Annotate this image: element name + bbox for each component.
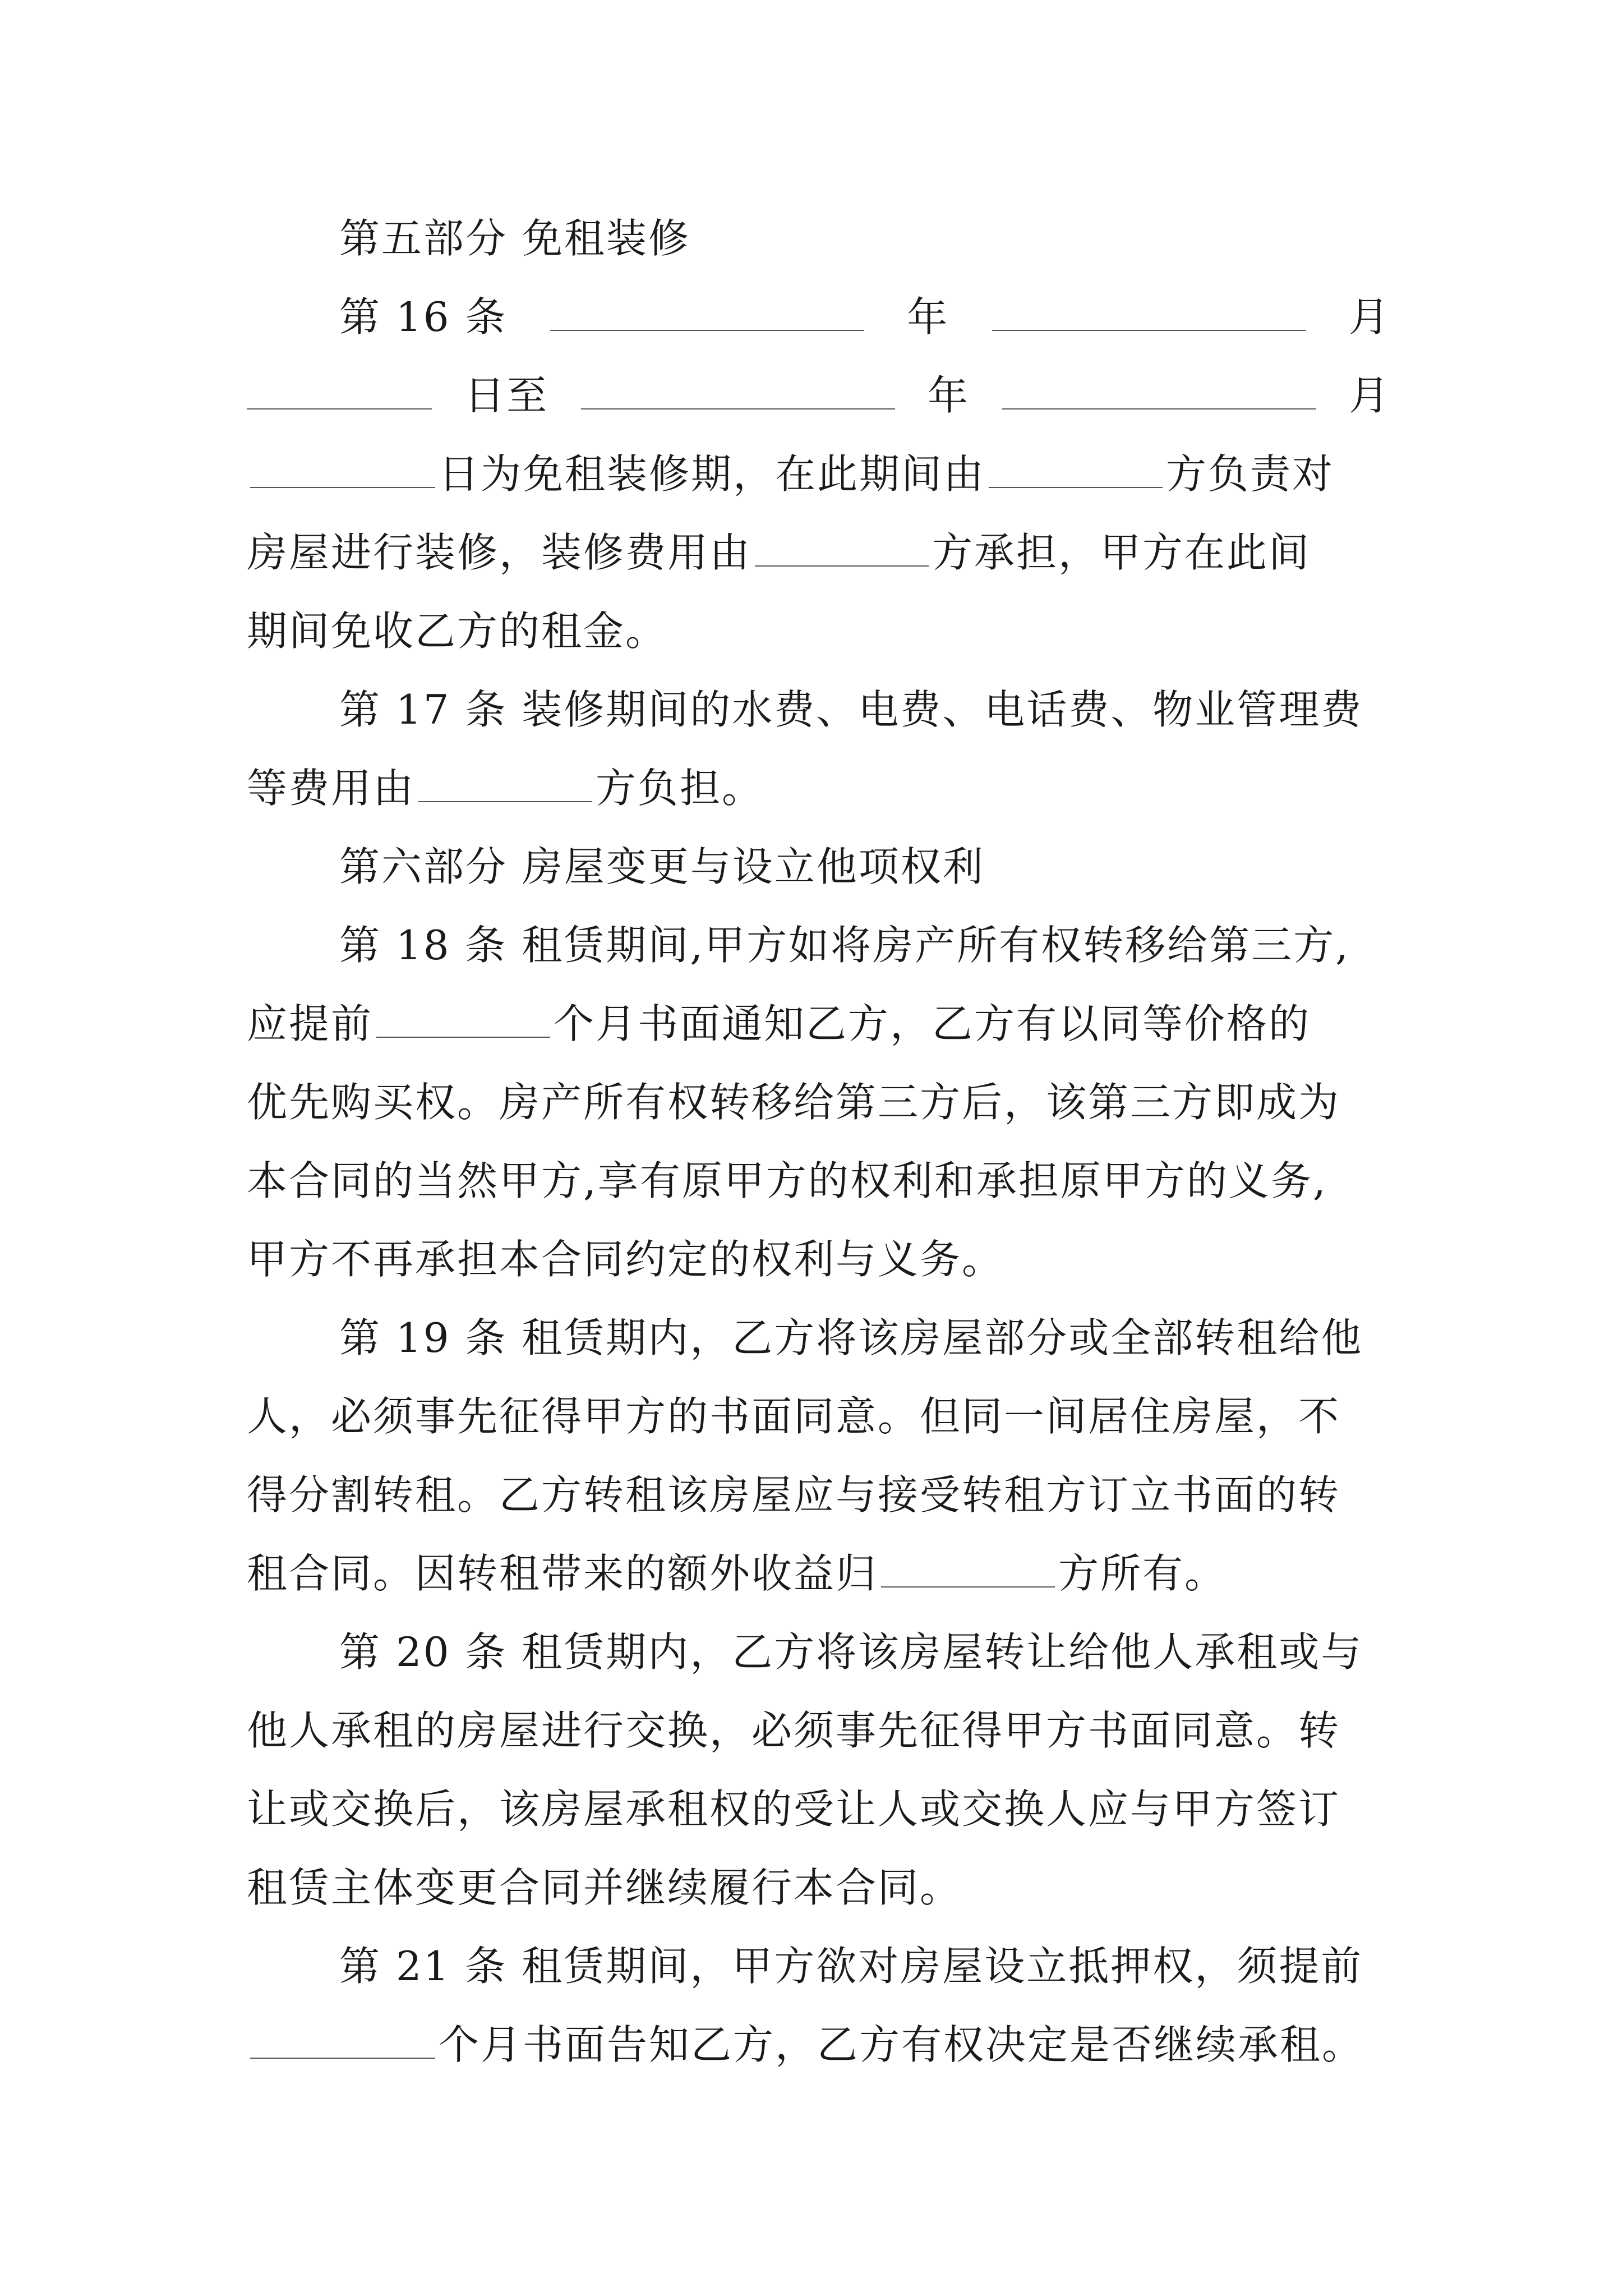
article-19-line-2: 人，必须事先征得甲方的书面同意。但同一间居住房屋，不 — [247, 1393, 1341, 1440]
article-18-line-1: 第 18 条 租赁期间,甲方如将房产所有权转移给第三方, — [339, 922, 1350, 969]
article-20-line-3: 让或交换后，该房屋承租权的受让人或交换人应与甲方签订 — [247, 1786, 1341, 1833]
article-18-text-2: 应提前 — [247, 1000, 374, 1047]
article-16-line-1 — [247, 278, 1391, 356]
article-21-line-1: 第 21 条 租赁期间，甲方欲对房屋设立抵押权，须提前 — [339, 1943, 1363, 1990]
year-label: 年 — [907, 293, 949, 341]
start-month-blank[interactable] — [992, 296, 1306, 331]
article-17-text-3: 方负担。 — [596, 765, 764, 812]
article-18-line-4: 本合同的当然甲方,享有原甲方的权利和承担原甲方的义务, — [247, 1157, 1327, 1204]
article-18-text-3: 个月书面通知乙方，乙方有以同等价格的 — [554, 1000, 1311, 1047]
article-19-line-4 — [247, 1534, 1391, 1613]
article-16-line-5: 期间免收乙方的租金。 — [247, 608, 668, 655]
article-16-text-3: 房屋进行装修，装修费用由 — [247, 529, 752, 576]
month-label: 月 — [1348, 293, 1391, 341]
article-18-line-3: 优先购买权。房产所有权转移给第三方后，该第三方即成为 — [247, 1079, 1341, 1126]
article-16-text-2: 方负责对 — [1166, 450, 1335, 498]
renovation-cost-party-blank[interactable] — [755, 532, 929, 567]
article-19-text-5: 方所有。 — [1058, 1550, 1227, 1597]
article-20-line-4: 租赁主体变更合同并继续履行本合同。 — [247, 1864, 962, 1911]
article-17-line-2 — [247, 749, 1391, 827]
start-day-blank[interactable] — [247, 375, 432, 409]
year-label-2: 年 — [927, 372, 970, 419]
article-16-line-2 — [247, 356, 1391, 435]
article-17-line-1: 第 17 条 装修期间的水费、电费、电话费、物业管理费 — [339, 686, 1363, 733]
day-to-label: 日至 — [464, 372, 548, 419]
renovation-party-blank[interactable] — [989, 453, 1163, 488]
mortgage-notice-months-blank[interactable] — [250, 2024, 435, 2059]
utility-fee-party-blank[interactable] — [418, 767, 592, 802]
article-19-line-3: 得分割转租。乙方转租该房屋应与接受转租方订立书面的转 — [247, 1471, 1341, 1519]
article-16-text-4: 方承担，甲方在此间 — [932, 529, 1311, 576]
end-month-blank[interactable] — [1002, 375, 1316, 409]
end-year-blank[interactable] — [581, 375, 895, 409]
part6-heading: 第六部分 房屋变更与设立他项权利 — [339, 843, 985, 890]
article-16-line-4 — [247, 513, 1391, 592]
article-16-text-1: 日为免租装修期，在此期间由 — [439, 450, 986, 498]
start-year-blank[interactable] — [550, 296, 864, 331]
article-16-line-3 — [247, 435, 1391, 513]
article-19-text-4: 租合同。因转租带来的额外收益归 — [247, 1550, 878, 1597]
article-18-line-2 — [247, 984, 1391, 1063]
notice-months-blank[interactable] — [376, 1003, 550, 1038]
article-18-line-5: 甲方不再承担本合同约定的权利与义务。 — [247, 1236, 1004, 1283]
month-label-2: 月 — [1348, 372, 1391, 419]
sublease-income-party-blank[interactable] — [881, 1553, 1055, 1588]
part5-heading: 第五部分 免租装修 — [339, 215, 690, 262]
article-21-line-2 — [247, 2005, 1391, 2084]
article-19-line-1: 第 19 条 租赁期内，乙方将该房屋部分或全部转租给他 — [339, 1314, 1363, 1361]
end-day-blank[interactable] — [250, 453, 435, 488]
contract-page — [247, 199, 1391, 2084]
article-17-text-2: 等费用由 — [247, 765, 416, 812]
article-20-line-1: 第 20 条 租赁期内，乙方将该房屋转让给他人承租或与 — [339, 1628, 1363, 1676]
article-21-text-2: 个月书面告知乙方，乙方有权决定是否继续承租。 — [439, 2021, 1364, 2068]
article-16-label: 第 16 条 — [339, 293, 508, 341]
article-20-line-2: 他人承租的房屋进行交换，必须事先征得甲方书面同意。转 — [247, 1707, 1341, 1754]
